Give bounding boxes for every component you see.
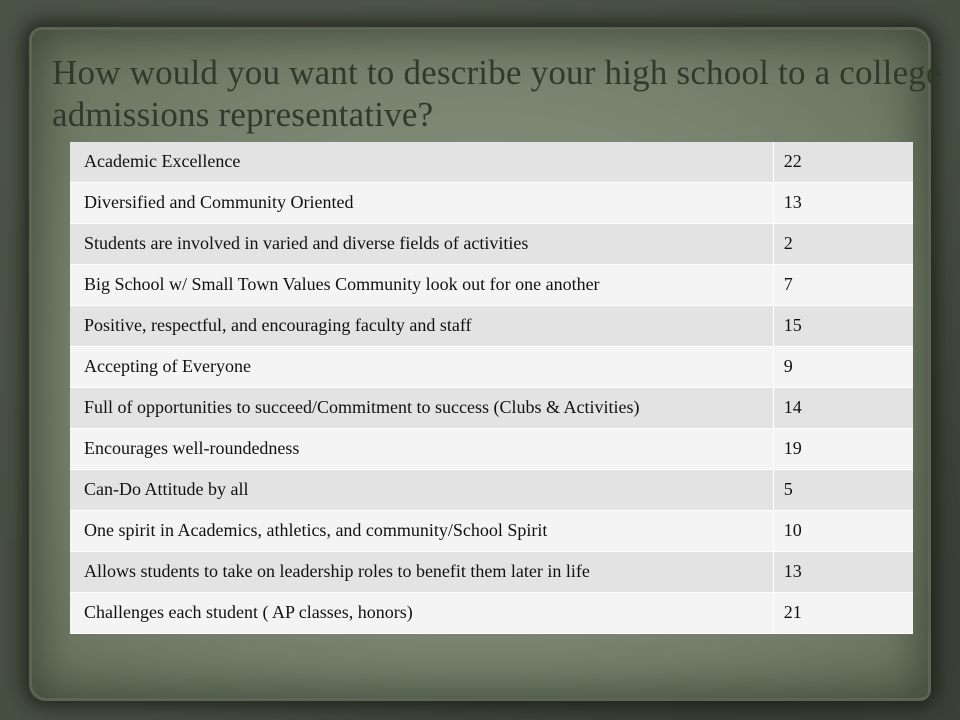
table-row xyxy=(70,347,913,388)
row-label: Can-Do Attitude by all xyxy=(70,470,773,511)
row-count: 13 xyxy=(773,552,913,593)
slide-title: How would you want to describe your high school to a college admissions representative? xyxy=(52,53,942,134)
table-row xyxy=(70,593,913,634)
row-label: Allows students to take on leadership roles to benefit them later in life xyxy=(70,552,773,593)
row-count: 9 xyxy=(773,347,913,388)
table-row xyxy=(70,224,913,265)
row-label: Full of opportunities to succeed/Commitment to success (Clubs & Activities) xyxy=(70,388,773,429)
table-row xyxy=(70,429,913,470)
table-row xyxy=(70,183,913,224)
table-row xyxy=(70,552,913,593)
row-count: 15 xyxy=(773,306,913,347)
row-label: Big School w/ Small Town Values Community look out for one another xyxy=(70,265,773,306)
row-count: 5 xyxy=(773,470,913,511)
row-label: Students are involved in varied and diverse fields of activities xyxy=(70,224,773,265)
table-row xyxy=(70,142,913,183)
row-label: Positive, respectful, and encouraging faculty and staff xyxy=(70,306,773,347)
row-count: 2 xyxy=(773,224,913,265)
row-label: Academic Excellence xyxy=(70,142,773,183)
row-count: 19 xyxy=(773,429,913,470)
row-count: 13 xyxy=(773,183,913,224)
table-row xyxy=(70,388,913,429)
row-label: Diversified and Community Oriented xyxy=(70,183,773,224)
row-count: 7 xyxy=(773,265,913,306)
response-table-container xyxy=(70,142,913,634)
row-label: Encourages well-roundedness xyxy=(70,429,773,470)
row-count: 10 xyxy=(773,511,913,552)
table-row xyxy=(70,470,913,511)
table-row xyxy=(70,511,913,552)
response-table xyxy=(70,142,913,634)
row-count: 14 xyxy=(773,388,913,429)
row-label: One spirit in Academics, athletics, and community/School Spirit xyxy=(70,511,773,552)
row-count: 21 xyxy=(773,593,913,634)
row-label: Challenges each student ( AP classes, honors) xyxy=(70,593,773,634)
row-label: Accepting of Everyone xyxy=(70,347,773,388)
table-row xyxy=(70,306,913,347)
row-count: 22 xyxy=(773,142,913,183)
table-row xyxy=(70,265,913,306)
